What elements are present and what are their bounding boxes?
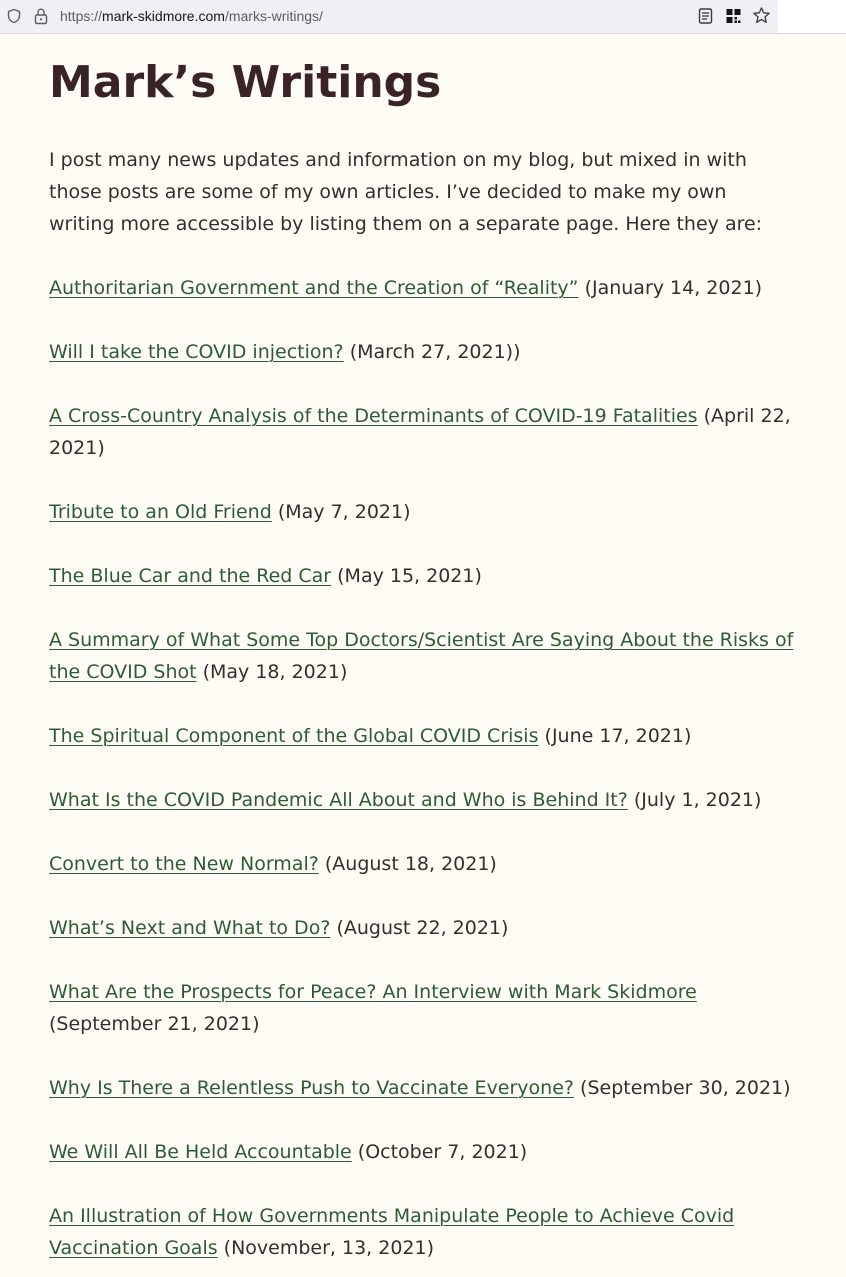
writing-date: (August 18, 2021) (324, 853, 497, 875)
bookmark-star-icon[interactable] (752, 6, 771, 25)
qr-code-icon[interactable] (725, 7, 742, 25)
writing-date: (July 1, 2021) (633, 789, 762, 811)
writings-list (49, 272, 809, 1264)
writing-entry (49, 1136, 809, 1168)
writing-link[interactable]: A Cross-Country Analysis of the Determinants of COVID-19 Fatalities (49, 405, 698, 427)
writing-date: (May 18, 2021) (202, 661, 348, 683)
writing-entry (49, 624, 809, 688)
writing-entry (49, 1072, 809, 1104)
reader-view-icon[interactable] (697, 7, 714, 25)
writing-link[interactable]: Tribute to an Old Friend (49, 501, 272, 523)
writing-date: (September 30, 2021) (580, 1077, 791, 1099)
writing-link[interactable]: Will I take the COVID injection? (49, 341, 344, 363)
writing-link[interactable]: What Is the COVID Pandemic All About and Who is Behind It? (49, 789, 628, 811)
writing-date: (September 21, 2021) (49, 1013, 260, 1035)
writing-date: (May 7, 2021) (277, 501, 411, 523)
writing-date: (November, 13, 2021) (223, 1237, 435, 1259)
writing-entry (49, 560, 809, 592)
writing-entry (49, 400, 809, 464)
writing-link[interactable]: Convert to the New Normal? (49, 853, 319, 875)
writing-entry (49, 720, 809, 752)
writing-entry (49, 912, 809, 944)
writing-link[interactable]: Why Is There a Relentless Push to Vaccinate Everyone? (49, 1077, 574, 1099)
writing-date: (January 14, 2021) (584, 277, 763, 299)
writing-date: (May 15, 2021) (337, 565, 482, 587)
writing-link[interactable]: We Will All Be Held Accountable (49, 1141, 352, 1163)
writing-link[interactable]: An Illustration of How Governments Manipulate People to Achieve Covid Vaccination Goals (49, 1205, 735, 1259)
writing-link[interactable]: What’s Next and What to Do? (49, 917, 331, 939)
writing-entry (49, 1200, 809, 1264)
writing-date: (October 7, 2021) (357, 1141, 528, 1163)
lock-icon[interactable] (33, 7, 49, 25)
page-content (49, 52, 809, 1264)
url-field[interactable] (0, 0, 778, 33)
writing-link[interactable]: Authoritarian Government and the Creation of “Reality” (49, 277, 579, 299)
writing-date: (April 22, 2021) (49, 405, 791, 459)
url-host: mark-skidmore.com (102, 8, 225, 24)
writing-link[interactable]: The Spiritual Component of the Global COVID Crisis (49, 725, 539, 747)
url-prefix: https:// (60, 8, 103, 24)
writing-date: (August 22, 2021) (336, 917, 509, 939)
writing-entry (49, 272, 809, 304)
writing-entry (49, 336, 809, 368)
url-text[interactable] (60, 8, 323, 25)
writing-date: (March 27, 2021)) (349, 341, 521, 363)
writing-link[interactable]: The Blue Car and the Red Car (49, 565, 332, 587)
writing-entry (49, 784, 809, 816)
writing-link[interactable]: What Are the Prospects for Peace? An Interview with Mark Skidmore (49, 981, 697, 1003)
intro-paragraph: I post many news updates and information on my blog, but mixed in with those posts are some of my own articles. I’ve decided to make my own writing more accessible by listing them on a separate page. Here they are: (49, 149, 763, 235)
writing-date: (June 17, 2021) (544, 725, 692, 747)
shield-icon[interactable] (6, 8, 22, 24)
url-path: /marks-writings/ (224, 8, 323, 24)
writing-entry (49, 496, 809, 528)
browser-address-bar (0, 0, 846, 34)
page-title: Mark’s Writings (49, 57, 442, 108)
writing-entry (49, 976, 809, 1040)
writing-link[interactable]: A Summary of What Some Top Doctors/Scientist Are Saying About the Risks of the COVID Shot (49, 629, 794, 683)
writing-entry (49, 848, 809, 880)
